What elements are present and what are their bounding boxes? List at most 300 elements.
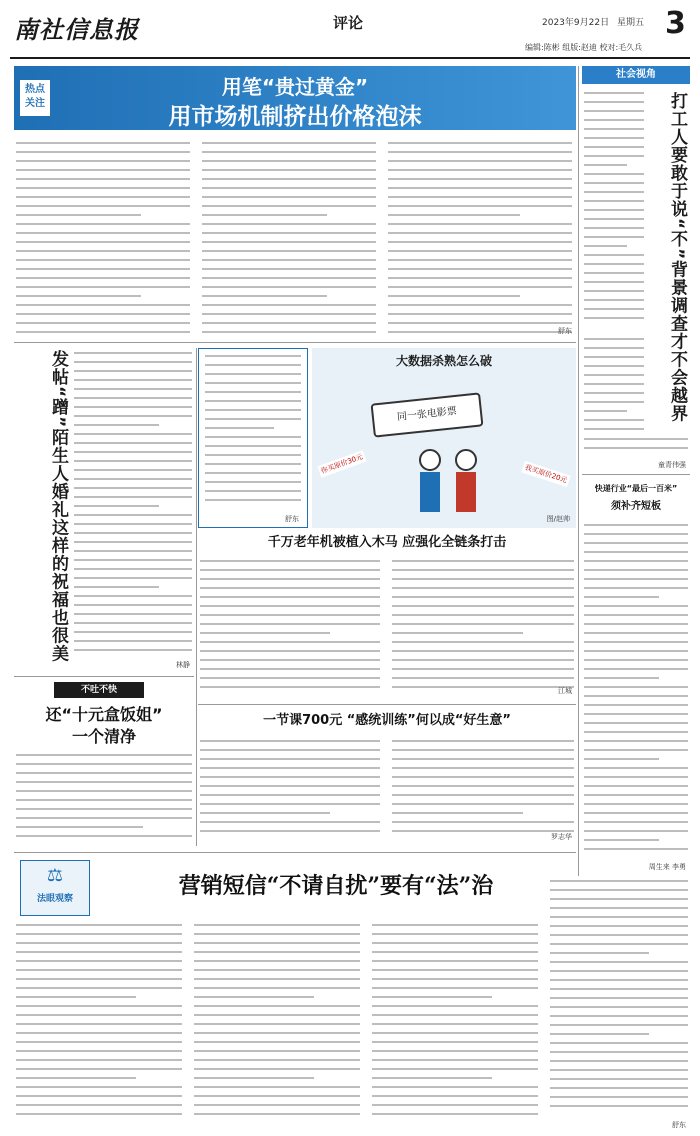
text-line [584,578,688,580]
text-line [584,227,644,229]
text-line [194,1068,360,1070]
text-line [584,236,644,238]
text-line [202,187,376,189]
text-line [74,469,192,471]
text-line [200,830,380,832]
text-line [194,996,314,998]
text-line [584,776,688,778]
text-line [202,196,376,198]
text-line [16,241,190,243]
text-line [16,160,190,162]
text-line [200,749,380,751]
text-line [372,978,538,980]
text-line [16,933,182,935]
text-line [584,650,688,652]
text-line [584,740,688,742]
text-line [16,322,190,324]
divider-h-left [14,676,194,677]
text-line [550,979,688,981]
text-line [202,151,376,153]
mid-article2-byline: 罗志华 [551,833,572,841]
text-line [200,677,380,679]
text-line [16,196,190,198]
text-line [200,740,380,742]
text-line [200,668,380,670]
text-line [200,632,330,634]
text-line [205,472,301,474]
text-line [392,812,523,814]
text-line [16,331,190,333]
text-line [584,438,688,440]
text-line [392,749,574,751]
text-line [74,604,192,606]
text-line [74,622,192,624]
text-line [202,241,376,243]
text-line [74,433,192,435]
text-line [194,924,360,926]
text-line [205,391,301,393]
bottom-byline: 舒东 [672,1121,686,1129]
text-line [392,740,574,742]
left-title-c: 这样的祝福也很美 [48,518,68,663]
text-line [584,695,688,697]
text-line [16,142,190,144]
text-line [202,295,327,297]
bottom-title: 营销短信“不请自扰”要有“法”治 [178,873,494,899]
text-line [550,1096,688,1098]
text-line [550,889,688,891]
lead-body-col1 [14,140,192,338]
text-line [74,370,192,372]
text-line [550,970,688,972]
text-line [16,214,141,216]
divider-h-bottom [14,852,576,853]
text-line [16,1014,182,1016]
legal-badge [20,860,90,916]
text-line [16,1005,182,1007]
text-line [194,1023,360,1025]
text-line [74,631,192,633]
text-line [200,821,380,823]
text-line [584,146,644,148]
text-line [584,569,688,571]
text-line [550,943,688,945]
box-byline: 舒东 [285,515,299,523]
text-line [584,119,644,121]
text-line [584,668,688,670]
text-line [584,677,659,679]
text-line [74,487,192,489]
text-line [550,880,688,882]
text-line [74,586,159,588]
text-line [74,550,192,552]
text-line [372,996,492,998]
text-line [392,794,574,796]
text-line [584,722,688,724]
text-line [205,373,301,375]
text-line [550,952,649,954]
text-line [372,1014,538,1016]
text-line [584,317,644,319]
text-line [200,560,380,562]
text-line [388,313,572,315]
text-line [74,559,192,561]
text-line [372,1023,538,1025]
mid-article2-col2 [390,738,576,842]
text-line [388,223,572,225]
text-line [202,160,376,162]
text-line [205,400,301,402]
text-line [202,331,376,333]
scales-icon: ⚖ [46,865,64,886]
text-line [16,817,192,819]
text-line [194,1104,360,1106]
text-line [584,731,688,733]
text-line [584,299,644,301]
hot-topic-tag-line1: 热点 [25,84,45,95]
sidebar-title [646,92,690,432]
text-line [584,209,644,211]
lower-left-title-b: 一个清净 [71,727,136,746]
text-line [16,178,190,180]
text-line [202,313,376,315]
text-line [388,277,572,279]
text-line [392,668,574,670]
text-line [16,960,182,962]
text-line [16,799,192,801]
text-line [194,942,360,944]
text-line [388,268,572,270]
text-line [74,397,192,399]
lead-body-col2 [200,140,378,338]
text-line [550,1042,688,1044]
text-line [584,794,688,796]
text-line [202,142,376,144]
text-line [16,286,190,288]
text-line [16,835,192,837]
text-line [16,969,182,971]
text-line [194,1050,360,1052]
page-weekday: 星期五 [617,18,645,28]
text-line [200,767,380,769]
text-line [584,155,644,157]
text-line [392,821,574,823]
cartoon-figures [408,444,488,520]
text-line [584,713,688,715]
text-line [584,338,644,340]
express-body [582,522,690,860]
text-line [392,614,574,616]
text-line [550,961,688,963]
text-line [550,1051,688,1053]
text-line [372,1032,538,1034]
cartoon-title: 大数据杀熟怎么破 [395,354,492,368]
text-line [74,649,192,651]
text-line [550,1105,688,1107]
text-line [392,767,574,769]
sidebar-title-d: 调查才不会越界 [667,296,687,423]
text-line [584,560,688,562]
text-line [16,1059,182,1061]
text-line [584,137,644,139]
figure-body-right [456,472,476,512]
text-line [205,409,301,411]
text-line [194,1014,360,1016]
text-line [194,1113,360,1115]
text-line [16,826,143,828]
text-line [584,632,688,634]
text-line [372,1005,538,1007]
text-line [16,781,192,783]
text-line [388,250,572,252]
text-line [205,436,301,438]
text-line [584,623,688,625]
text-line [584,401,644,403]
text-line [584,182,644,184]
text-line [584,263,644,265]
text-line [392,677,574,679]
ticket-label: 同一张电影票 [396,405,458,424]
text-line [372,960,538,962]
mid-article1-title: 千万老年机被植入木马 应强化全链条打击 [267,535,507,550]
text-line [392,569,574,571]
text-line [584,92,644,94]
text-line [392,596,574,598]
movie-ticket [371,392,484,437]
text-line [372,1068,538,1070]
text-line [194,1059,360,1061]
text-line [16,772,192,774]
text-line [200,785,380,787]
text-line [16,790,192,792]
text-line [200,812,330,814]
text-line [584,542,688,544]
text-line [584,533,688,535]
text-line [202,268,376,270]
text-line [194,951,360,953]
sidebar-body-lower [582,436,690,458]
text-line [200,569,380,571]
text-line [200,776,380,778]
text-line [550,934,688,936]
text-line [388,169,572,171]
text-line [200,659,380,661]
text-line [16,942,182,944]
text-line [584,272,644,274]
text-line [388,232,572,234]
text-line [202,322,376,324]
text-line [584,812,688,814]
text-line [584,419,644,421]
bottom-col2 [192,922,362,1128]
text-line [392,641,574,643]
cartoon-label-right: 我买原价20元 [521,461,570,487]
left-title-a: 发帖“蹭”陌 [48,350,68,447]
section-title: 评论 [333,14,364,32]
text-line [372,1113,538,1115]
text-line [584,848,688,850]
lead-body-col3 [386,140,574,338]
text-line [550,907,688,909]
text-line [388,286,572,288]
text-line [584,428,644,430]
text-line [372,1095,538,1097]
text-line [74,523,192,525]
text-line [16,1032,182,1034]
text-line [388,322,572,324]
page-date: 2023年9月22日 [542,18,610,28]
text-line [194,933,360,935]
text-line [372,951,538,953]
text-line [205,364,301,366]
text-line [74,352,192,354]
page-number: 3 [665,6,686,41]
text-line [202,205,376,207]
sidebar-body-top [582,90,646,330]
text-line [550,997,688,999]
text-line [584,254,644,256]
text-line [74,424,159,426]
text-line [584,308,644,310]
text-line [584,164,627,166]
text-line [388,295,520,297]
text-line [16,232,190,234]
mid-article1-byline: 江城 [558,687,572,695]
text-line [372,924,538,926]
text-line [16,1104,182,1106]
text-line [202,259,376,261]
text-line [194,1005,360,1007]
text-line [194,969,360,971]
text-line [584,749,688,751]
text-line [200,587,380,589]
text-line [74,442,192,444]
text-line [74,388,192,390]
text-line [200,794,380,796]
text-line [16,763,192,765]
bottom-col1 [14,922,184,1128]
text-line [16,1077,136,1079]
text-line [202,214,327,216]
lower-left-body [14,752,194,846]
text-line [388,178,572,180]
text-line [392,605,574,607]
opinion-corner-label: 不吐不快 [80,685,117,695]
text-line [388,304,572,306]
divider-h-mid [198,704,576,705]
sidebar-byline: 童青伟强 [658,461,686,469]
text-line [205,499,301,501]
text-line [388,214,520,216]
text-line [584,686,688,688]
text-line [205,463,301,465]
text-line [584,839,659,841]
text-line [584,587,688,589]
text-line [16,1095,182,1097]
text-line [584,821,688,823]
text-line [388,151,572,153]
masthead-logo: 南社信息报 [14,15,139,44]
text-line [372,1086,538,1088]
sidebar-title-a: 打工人要 [667,92,687,164]
text-line [74,541,192,543]
text-line [584,383,644,385]
text-line [74,505,159,507]
hot-topic-tag-line2: 关注 [25,98,45,109]
text-line [205,454,301,456]
text-line [16,223,190,225]
text-line [584,704,688,706]
text-line [16,1086,182,1088]
text-line [584,347,644,349]
divider-v-right [578,66,579,876]
cartoon-panel [312,348,576,528]
text-line [16,187,190,189]
text-line [388,259,572,261]
text-line [388,196,572,198]
text-line [202,223,376,225]
text-line [550,1033,649,1035]
text-line [392,650,574,652]
cartoon-label-left: 你买原价30元 [317,450,366,478]
text-line [16,268,190,270]
text-line [202,169,376,171]
text-line [205,355,301,357]
text-line [74,379,192,381]
text-line [584,245,627,247]
cartoon-credit: 图/赵帅 [546,515,570,523]
box-article [198,348,308,528]
text-line [372,1077,492,1079]
text-line [205,445,301,447]
text-line [16,1068,182,1070]
text-line [584,614,688,616]
text-line [372,969,538,971]
text-line [16,951,182,953]
text-line [194,1095,360,1097]
sidebar-title-b: 敢于说“不” [667,164,687,261]
text-line [392,560,574,562]
text-line [584,830,688,832]
text-line [200,578,380,580]
text-line [392,578,574,580]
text-line [74,568,192,570]
text-line [16,259,190,261]
text-line [194,1086,360,1088]
text-line [205,481,301,483]
text-line [16,978,182,980]
text-line [205,382,301,384]
text-line [202,304,376,306]
text-line [200,596,380,598]
lead-title-line2: 用市场机制挤出价格泡沫 [168,104,422,130]
text-line [16,304,190,306]
text-line [74,640,192,642]
lower-left-title-a: 还“十元盒饭姐” [45,705,163,724]
opinion-corner-tag [54,682,144,698]
text-line [200,686,380,688]
text-line [584,392,644,394]
text-line [584,281,644,283]
text-line [388,241,572,243]
text-line [550,925,688,927]
text-line [584,218,644,220]
text-line [584,200,644,202]
legal-badge-label: 法眼观察 [36,894,73,904]
masthead [0,0,700,62]
text-line [194,1032,360,1034]
text-line [74,496,192,498]
